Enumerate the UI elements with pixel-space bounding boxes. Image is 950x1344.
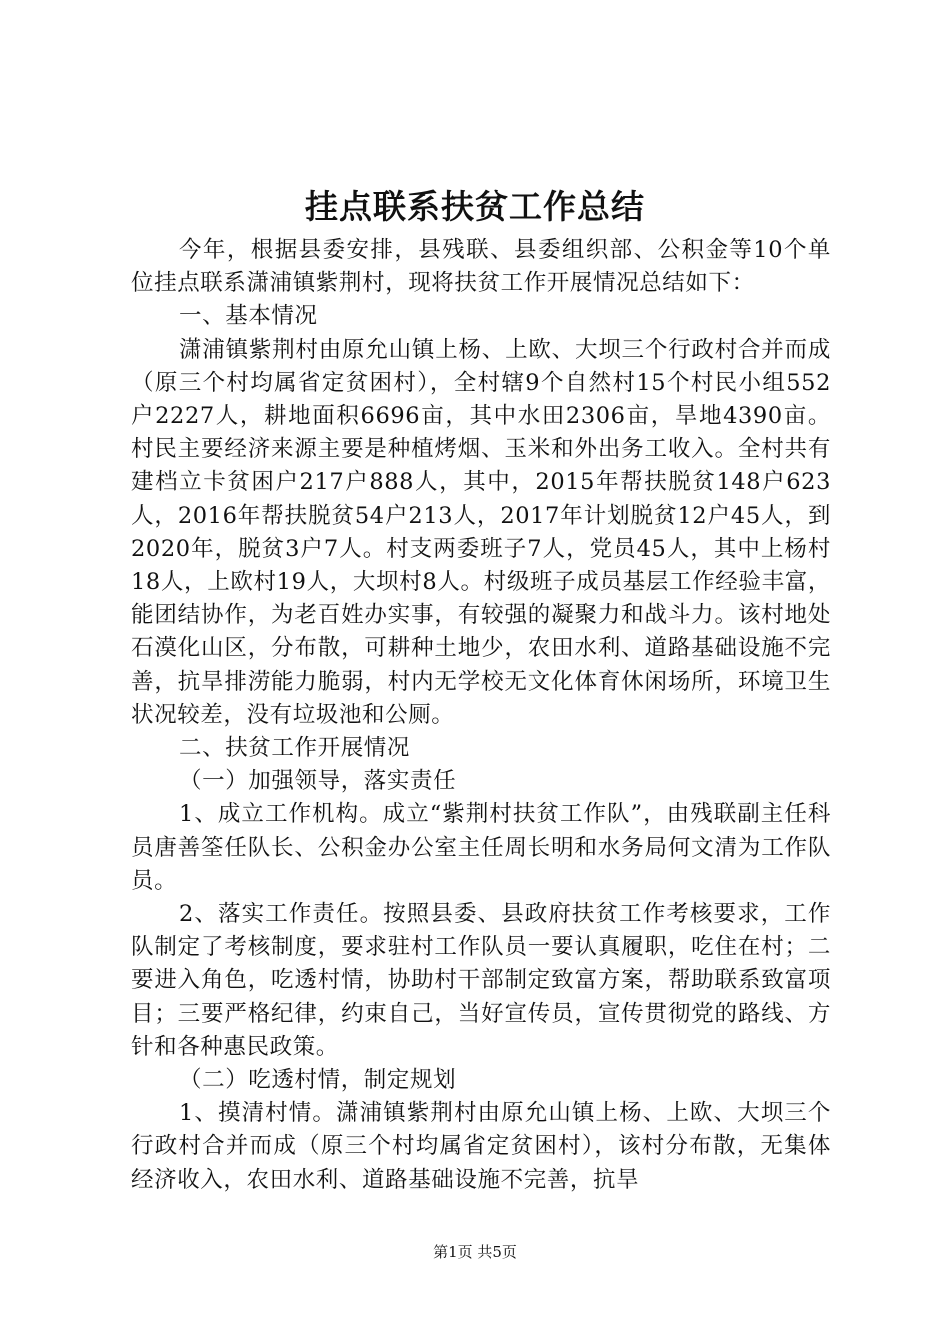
- document-body: [131, 234, 831, 1197]
- subsection-heading-leadership: （一）加强领导，落实责任: [179, 768, 457, 795]
- page-number-footer: 第1页 共5页: [433, 1243, 517, 1261]
- work-item-paragraph: 1、成立工作机构。成立“紫荆村扶贫工作队”，由残联副主任科员唐善筌任队长、公积金办公室主任周长明和水务局何文清为工作队员。: [131, 801, 831, 894]
- section-heading-basic-info: 一、基本情况: [179, 303, 318, 330]
- intro-paragraph: 今年，根据县委安排，县残联、县委组织部、公积金等10个单位挂点联系潇浦镇紫荆村，现将扶贫工作开展情况总结如下：: [131, 237, 831, 297]
- section-heading-work: 二、扶贫工作开展情况: [179, 735, 411, 762]
- work-item-paragraph: 2、落实工作责任。按照县委、县政府扶贫工作考核要求，工作队制定了考核制度，要求驻村工作队员一要认真履职，吃住在村；二要进入角色，吃透村情，协助村干部制定致富方案，帮助联系致富项目；三要严格纪律，约束自己，当好宣传员，宣传贯彻党的路线、方针和各种惠民政策。: [131, 901, 831, 1060]
- subsection-heading-planning: （二）吃透村情，制定规划: [179, 1067, 457, 1094]
- planning-item-paragraph: 1、摸清村情。潇浦镇紫荆村由原允山镇上杨、上欧、大坝三个行政村合并而成（原三个村均属省定贫困村），该村分布散，无集体经济收入，农田水利、道路基础设施不完善，抗旱: [131, 1100, 831, 1193]
- document-title: 挂点联系扶贫工作总结: [305, 187, 645, 226]
- basic-info-paragraph: 潇浦镇紫荆村由原允山镇上杨、上欧、大坝三个行政村合并而成（原三个村均属省定贫困村），全村辖9个自然村15个村民小组552户2227人，耕地面积6696亩，其中水田2306亩，旱地4390亩。村民主要经济来源主要是种植烤烟、玉米和外出务工收入。全村共有建档立卡贫困户217户888人，其中，2015年帮扶脱贫148户623人，2016年帮扶脱贫54户213人，2017年计划脱贫12户45人，到2020年，脱贫3户7人。村支两委班子7人，党员45人，其中上杨村18人，上欧村19人，大坝村8人。村级班子成员基层工作经验丰富，能团结协作，为老百姓办实事，有较强的凝聚力和战斗力。该村地处石漠化山区，分布散，可耕种土地少，农田水利、道路基础设施不完善，抗旱排涝能力脆弱，村内无学校无文化体育休闲场所，环境卫生状况较差，没有垃圾池和公厕。: [131, 336, 831, 728]
